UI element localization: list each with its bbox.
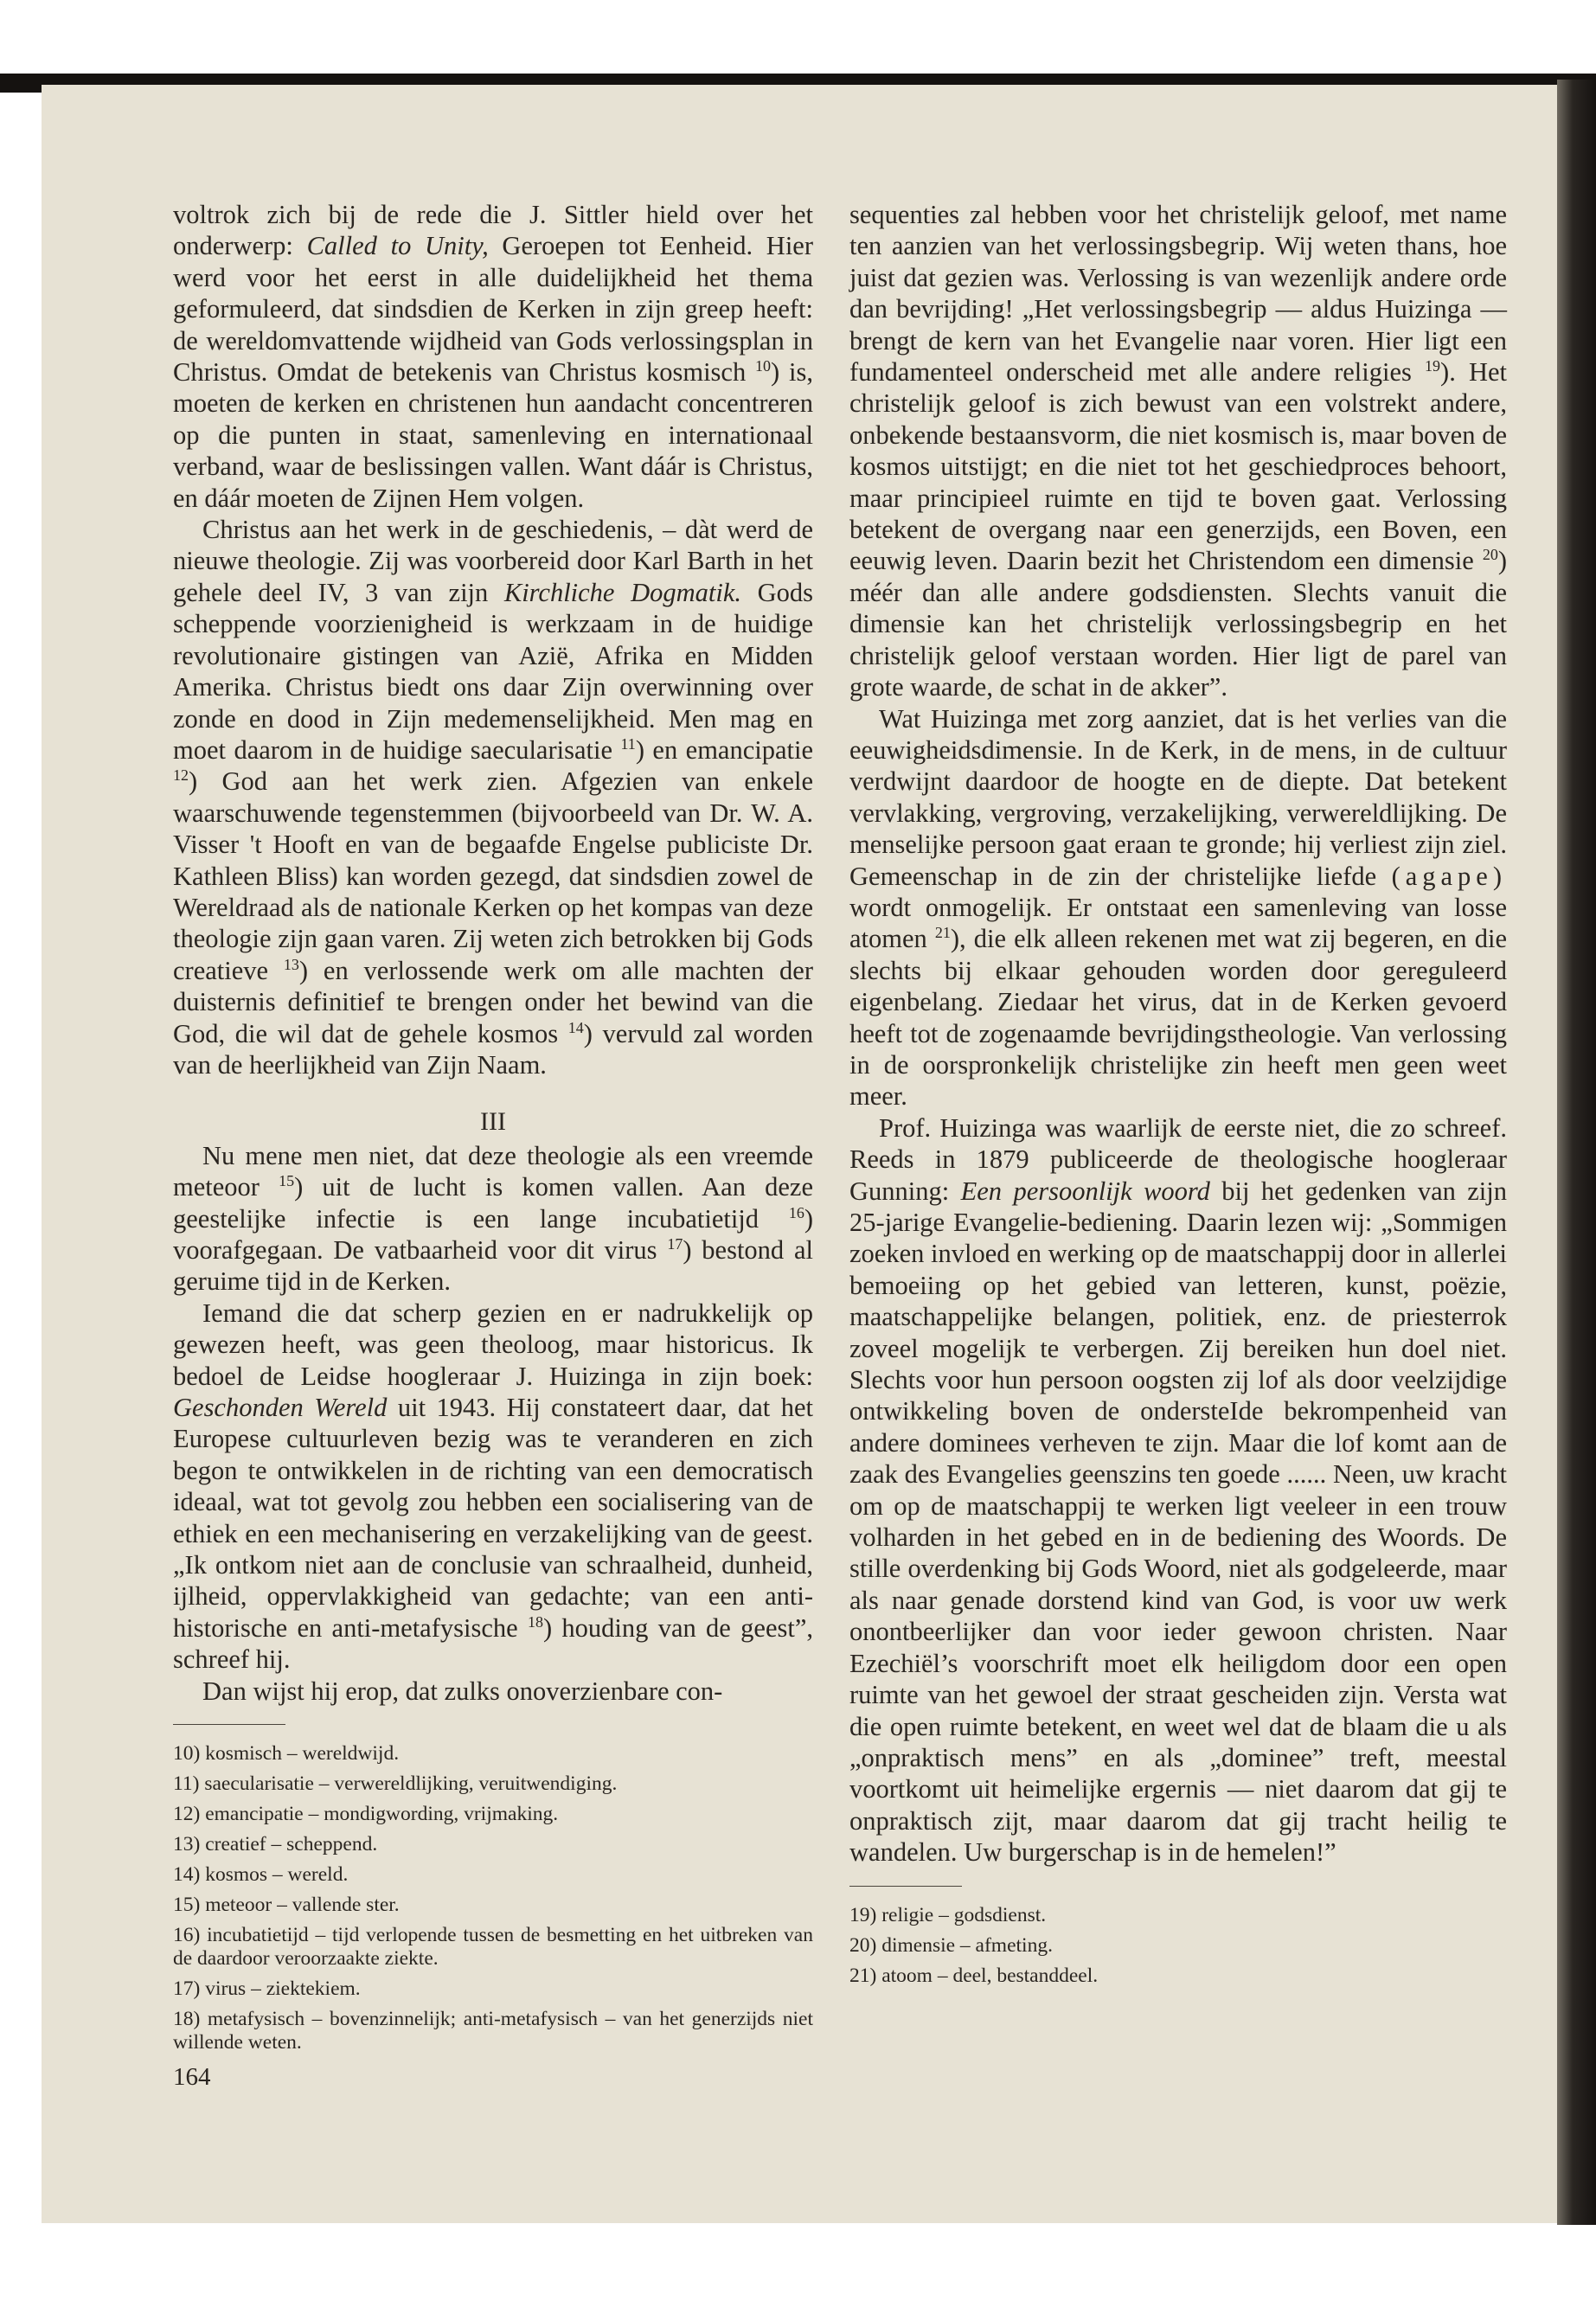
footnote: 17) virus – ziektekiem. (173, 1977, 361, 2001)
paragraph: Wat Huizinga met zorg aanziet, dat is het verlies van die eeuwigheidsdimensie. In de Kerk, in de mens, in de cultuur verdwijnt daardoor de hoogte en de diepte. Dat betekent vervlakking, vergroving, verzakelijking, verwereldlijking. De menselijke persoon gaat eraan te gronde; hij verliest zijn ziel. Gemeenschap in de zin der christelijke liefde (agape) wordt onmogelijk. Er ontstaat een samenleving van losse atomen $^{21}$), die elk alleen rekenen met wat zij begeren, en die slechts bij elkaar gehouden worden door gereguleerd eigenbelang. Ziedaar het virus, dat in de Kerken gevoerd heeft tot de zogenaamde bevrijdingstheologie. Van verlossing in de oorspronkelijk christelijke zin heeft men geen weet meer. (849, 703, 1507, 1112)
book-spine (1557, 80, 1596, 2225)
paragraph: voltrok zich bij de rede die J. Sittler hield over het onderwerp: Called to Unity, Geroepen tot Eenheid. Hier werd voor het eerst in alle duidelijkheid het thema geformuleerd, dat sindsdien de Kerken in zijn greep heeft: de wereldomvattende wijdheid van Gods verlossingsplan in Christus. Omdat de betekenis van Christus kosmisch $^{10}$) is, moeten de kerken en christenen hun aandacht concentreren op die punten in staat, samenleving en internationaal verband, waar de beslissingen vallen. Want dáár is Christus, en dáár moeten de Zijnen Hem volgen. (173, 200, 813, 513)
paragraph: Nu mene men niet, dat deze theologie als een vreemde meteoor $^{15}$) uit de lucht is komen vallen. Aan deze geestelijke infectie is een lange incubatietijd $^{16}$) voorafgegaan. De vatbaarheid voor dit virus $^{17}$) bestond al geruime tijd in de Kerken. (173, 1140, 813, 1297)
footnote-ref: 20 (1482, 546, 1498, 564)
footnote-rule (173, 1724, 285, 1725)
footnote-ref: 16 (788, 1203, 804, 1221)
footnote-ref: 10 (755, 356, 772, 375)
italic-title: Een persoonlijk woord (960, 1176, 1210, 1206)
footnote-ref: 13 (283, 955, 299, 973)
paragraph: Christus aan het werk in de geschiedenis, – dàt werd de nieuwe theologie. Zij was voorbereid door Karl Barth in het gehele deel IV, 3 van zijn Kirchliche Dogmatik. Gods scheppende voorzienigheid is werkzaam in de huidige revolutionaire gistingen van Azië, Afrika en Midden Amerika. Christus biedt ons daar Zijn overwinning over zonde en dood in Zijn medemenselijkheid. Men mag en moet daarom in de huidige saecularisatie $^{11}$) en emancipatie $^{12}$) God aan het werk zien. Afgezien van enkele waarschuwende tegenstemmen (bijvoorbeeld van Dr. W. A. Visser 't Hooft en van de begaafde Engelse publiciste Dr. Kathleen Bliss) kan worden gezegd, dat sindsdien zowel de Wereldraad als de nationale Kerken op het kompas van deze theologie zijn gaan varen. Zij weten zich betrokken bij Gods creatieve $^{13}$) en verlossende werk om alle machten der duisternis definitief te brengen onder het bewind van die God, die wil dat de gehele kosmos $^{14}$) vervuld zal worden van de heerlijkheid van Zijn Naam. (173, 515, 814, 1080)
paragraph: Iemand die dat scherp gezien en er nadrukkelijk op gewezen heeft, was geen theoloog, maar historicus. Ik bedoel de Leidse hoogleraar J. Huizinga in zijn boek: Geschonden Wereld uit 1943. Hij constateert daar, dat het Europese cultuurleven bezig was te veranderen en zich begon te ontwikkelen in de richting van een democratisch ideaal, wat tot gevolg zou hebben een socialisering van de ethiek en een mechanisering en verzakelijking van de geest. „Ik ontkom niet aan de conclusie van schraalheid, dunheid, ijlheid, oppervlakkigheid van gedachte; van een anti-historische en anti-metafysische $^{18}$) houding van de geest”, schreef hij. (173, 1298, 813, 1675)
paragraph: Dan wijst hij erop, dat zulks onoverzienbare con- (202, 1676, 723, 1706)
footnote: 16) incubatietijd – tijd verlopende tussen de besmetting en het uitbreken van de daardoor veroorzaakte ziekte. (173, 1924, 813, 1971)
left-column (173, 199, 813, 2093)
footnote: 10) kosmisch – wereldwijd. (173, 1742, 400, 1766)
footnote: 14) kosmos – wereld. (173, 1863, 349, 1887)
page-number: 164 (173, 2063, 211, 2092)
italic-title: Geschonden Wereld (173, 1393, 388, 1423)
paragraph: Prof. Huizinga was waarlijk de eerste niet, die zo schreef. Reeds in 1879 publiceerde de theologische hoogleraar Gunning: Een persoonlijk woord bij het gedenken van zijn 25-jarige Evangelie-bediening. Daarin lezen wij: „Sommigen zoeken invloed en werking op de maatschappij door in allerlei bemoeiing op het gebied van letteren, kunst, poëzie, maatschappelijke belangen, politiek, enz. de priesterrok zoveel mogelijk te verbergen. Zij bereiken hun doel niet. Slechts voor hun persoon oogsten zij lof als door veelzijdige ontwikkeling boven de ondersteIde bekrompenheid van andere dominees verheven te zijn. Maar die lof komt aan de zaak des Evangelies geenszins ten goede ...... Neen, uw kracht om op de maatschappij te werken ligt veeleer in een trouw volharden in het gebed en in de bediening des Woords. De stille overdenking bij Gods Woord, niet als godgeleerde, maar als naar genade dorstend kind van God, is voor uw werk onontbeerlijker dan voor ieder gewoon christen. Naar Ezechiël’s voorschrift moet elk heiligdom door een open ruimte van het gewoel der straat gescheiden zijn. Versta wat die open ruimte betekent, en weet wel dat de blaam die u als „onpraktisch mens” en als „dominee” treft, meestal voortkomt uit heimelijke ergernis — niet daarom dat gij te onpraktisch zijt, maar daarom dat gij tracht heilig te wandelen. Uw burgerschap is in de hemelen!” (849, 1112, 1507, 1868)
footnote-ref: 14 (567, 1018, 584, 1036)
paragraph: sequenties zal hebben voor het christelijk geloof, met name ten aanzien van het verlossingsbegrip. Wij weten thans, hoe juist dat gezien was. Verlossing is van wezenlijk andere orde dan bevrijding! „Het verlossingsbegrip — aldus Huizinga — brengt de kern van het Evangelie naar voren. Hier ligt een fundamenteel onderscheid met alle andere religies $^{19}$). Het christelijk geloof is zich bewust van een volstrekt andere, onbekende bestaansvorm, die niet kosmisch is, maar boven de kosmos uitstijgt; en die niet tot het geschiedproces behoort, maar principieel ruimte en tijd te boven gaat. Verlossing betekent de overgang naar een generzijds, een Boven, een eeuwig leven. Daarin bezit het Christendom een dimensie $^{20}$) méér dan alle andere godsdiensten. Slechts vanuit die dimensie kan het christelijk verlossingsbegrip en het christelijk geloof verstaan worden. Hier ligt de parel van grote waarde, de schat in de akker”. (849, 200, 1507, 702)
footnote-ref: 12 (173, 766, 189, 785)
footnotes-left (173, 1742, 813, 2054)
left-body (173, 199, 813, 1707)
footnote-ref: 15 (279, 1172, 295, 1190)
scan-margin-top (0, 0, 1596, 74)
footnote-ref: 18 (527, 1612, 543, 1631)
footnote: 19) religie – godsdienst. (849, 1903, 1047, 1926)
footnote: 13) creatief – scheppend. (173, 1833, 378, 1856)
right-column (849, 199, 1507, 1995)
footnote: 11) saecularisatie – verwereldlijking, veruitwendiging. (173, 1772, 618, 1796)
scan-margin-bottom (0, 2225, 1596, 2301)
footnote-rule (849, 1886, 962, 1887)
spaced-term: (agape) (1391, 861, 1507, 891)
italic-title: Called to Unity, (306, 231, 489, 261)
footnote-ref: 19 (1425, 356, 1441, 375)
right-body (849, 199, 1507, 1868)
footnote: 18) metafysisch – bovenzinnelijk; anti-metafysisch – van het generzijds niet willende weten. (173, 2008, 813, 2054)
footnote-ref: 11 (620, 734, 636, 753)
footnote-ref: 21 (934, 924, 951, 942)
footnotes-right (849, 1904, 1507, 1988)
footnote-ref: 17 (667, 1234, 683, 1253)
section-heading: III (480, 1107, 506, 1137)
italic-title: Kirchliche Dogmatik. (503, 577, 741, 607)
footnote: 15) meteoor – vallende ster. (173, 1894, 400, 1917)
footnote: 12) emancipatie – mondigwording, vrijmaking. (173, 1803, 559, 1826)
footnote: 20) dimensie – afmeting. (849, 1933, 1053, 1957)
footnote: 21) atoom – deel, bestanddeel. (849, 1964, 1099, 1987)
